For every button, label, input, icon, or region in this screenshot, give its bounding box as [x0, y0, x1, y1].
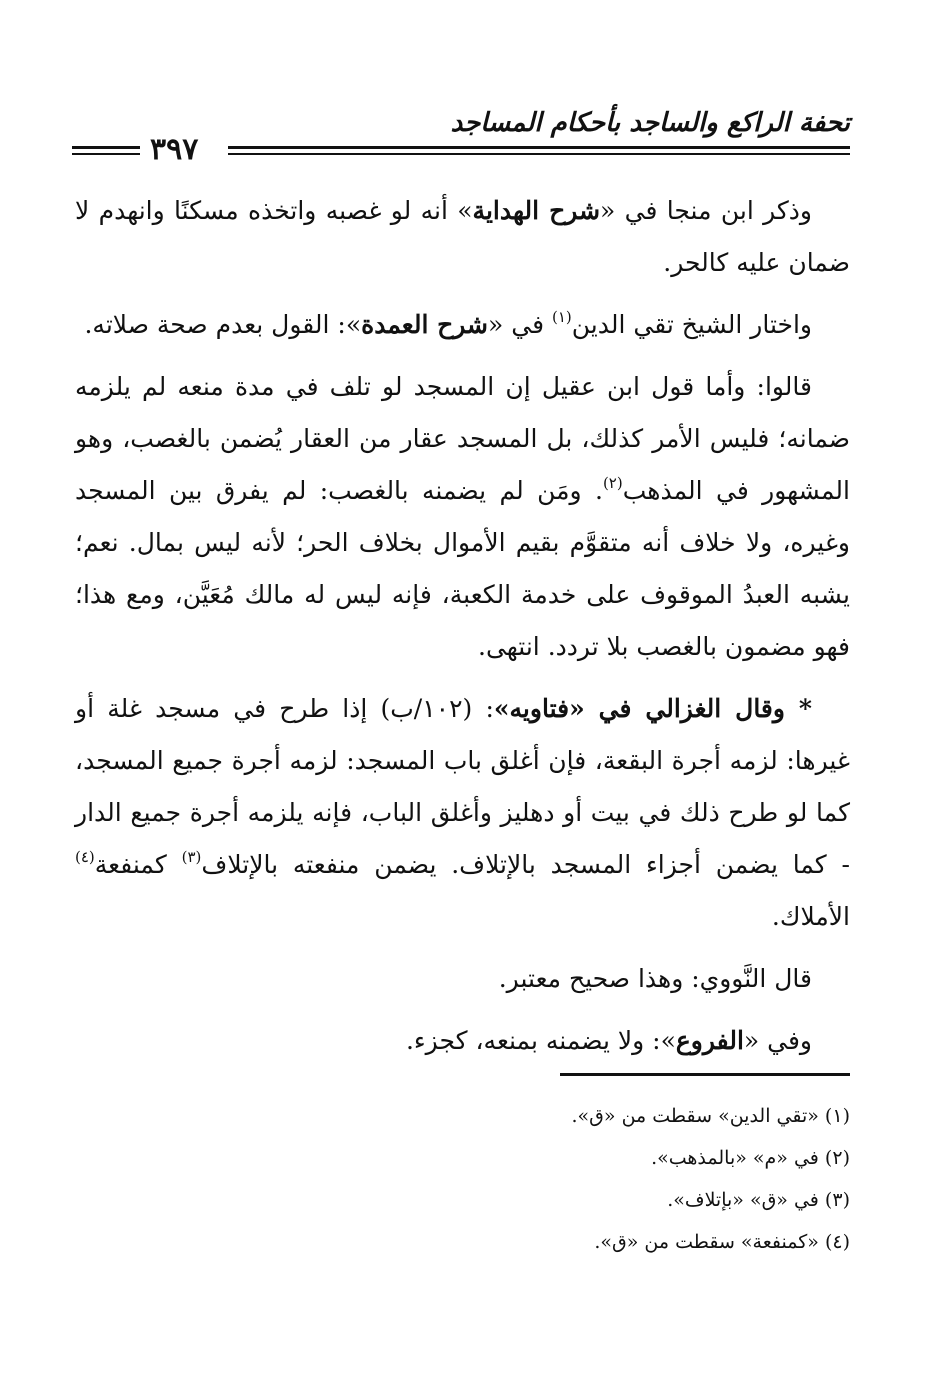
- footnote-ref: (٤): [75, 848, 95, 866]
- footnote-ref: (٣): [181, 848, 202, 866]
- paragraph: قالوا: وأما قول ابن عقيل إن المسجد لو تلف في مدة منعه لم يلزمه ضمانه؛ فليس الأمر كذلك، بل المسجد عقار من العقار يُضمن بالغصب، وهو المشهور في المذهب$^{(٢)}$. ومَن لم يضمنه بالغصب: لم يفرق بين المسجد وغيره، ولا خلاف أنه متقوَّم بقيم الأموال بخلاف الحر؛ لأنه ليس بمال. نعم؛ يشبه العبدُ الموقوف على خدمة الكعبة، فإنه ليس له مالك مُعَيَّن، ومع هذا؛ فهو مضمون بالغصب بلا تردد. انتهى.: [75, 372, 850, 661]
- running-title: تحفة الراكع والساجد بأحكام المساجد: [450, 108, 850, 138]
- paragraph: قال النَّووي: وهذا صحيح معتبر.: [498, 964, 812, 993]
- header-rule-right-thin: [228, 153, 850, 155]
- footnote: (٢) في «م» «بالمذهب».: [651, 1147, 850, 1169]
- footnote-ref: (٢): [602, 474, 623, 492]
- paragraph: واختار الشيخ تقي الدين$^{(١)}$ في «شرح العمدة»: القول بعدم صحة صلاته.: [84, 308, 812, 339]
- footnote-separator: [560, 1073, 850, 1076]
- footnote-ref: (١): [552, 308, 572, 326]
- footnote: (٣) في «ق» «بإتلاف».: [667, 1189, 850, 1211]
- paragraph: * وقال الغزالي في «فتاويه»: (١٠٢/ب) إذا طرح في مسجد غلة أو غيرها: لزمه أجرة البقعة، فإن أغلق باب المسجد: لزمه أجرة جميع المسجد، كما لو طرح ذلك في بيت أو دهليز وأغلق الباب، فإنه يلزمه أجرة جميع الدار - كما يضمن أجزاء المسجد بالإتلاف. يضمن منفعته بالإتلاف$^{(٣)}$ كمنفعة$^{(٤)}$ الأملاك.: [75, 694, 850, 931]
- header-rule-left-thin: [72, 153, 140, 155]
- header-rule-left-thick: [72, 146, 140, 149]
- footnotes: [572, 1095, 850, 1263]
- main-text: [75, 185, 850, 1067]
- paragraph: وفي «الفروع»: ولا يضمنه بمنعه، كجزء.: [405, 1026, 812, 1055]
- footnote: (١) «تقي الدين» سقطت من «ق».: [571, 1105, 850, 1127]
- page-number: ٣٩٧: [150, 132, 199, 167]
- paragraph: وذكر ابن منجا في «شرح الهداية» أنه لو غصبه واتخذه مسكنًا وانهدم لا ضمان عليه كالحر.: [75, 196, 850, 277]
- footnote: (٤) «كمنفعة» سقطت من «ق».: [594, 1231, 850, 1253]
- header-rule-right-thick: [228, 146, 850, 149]
